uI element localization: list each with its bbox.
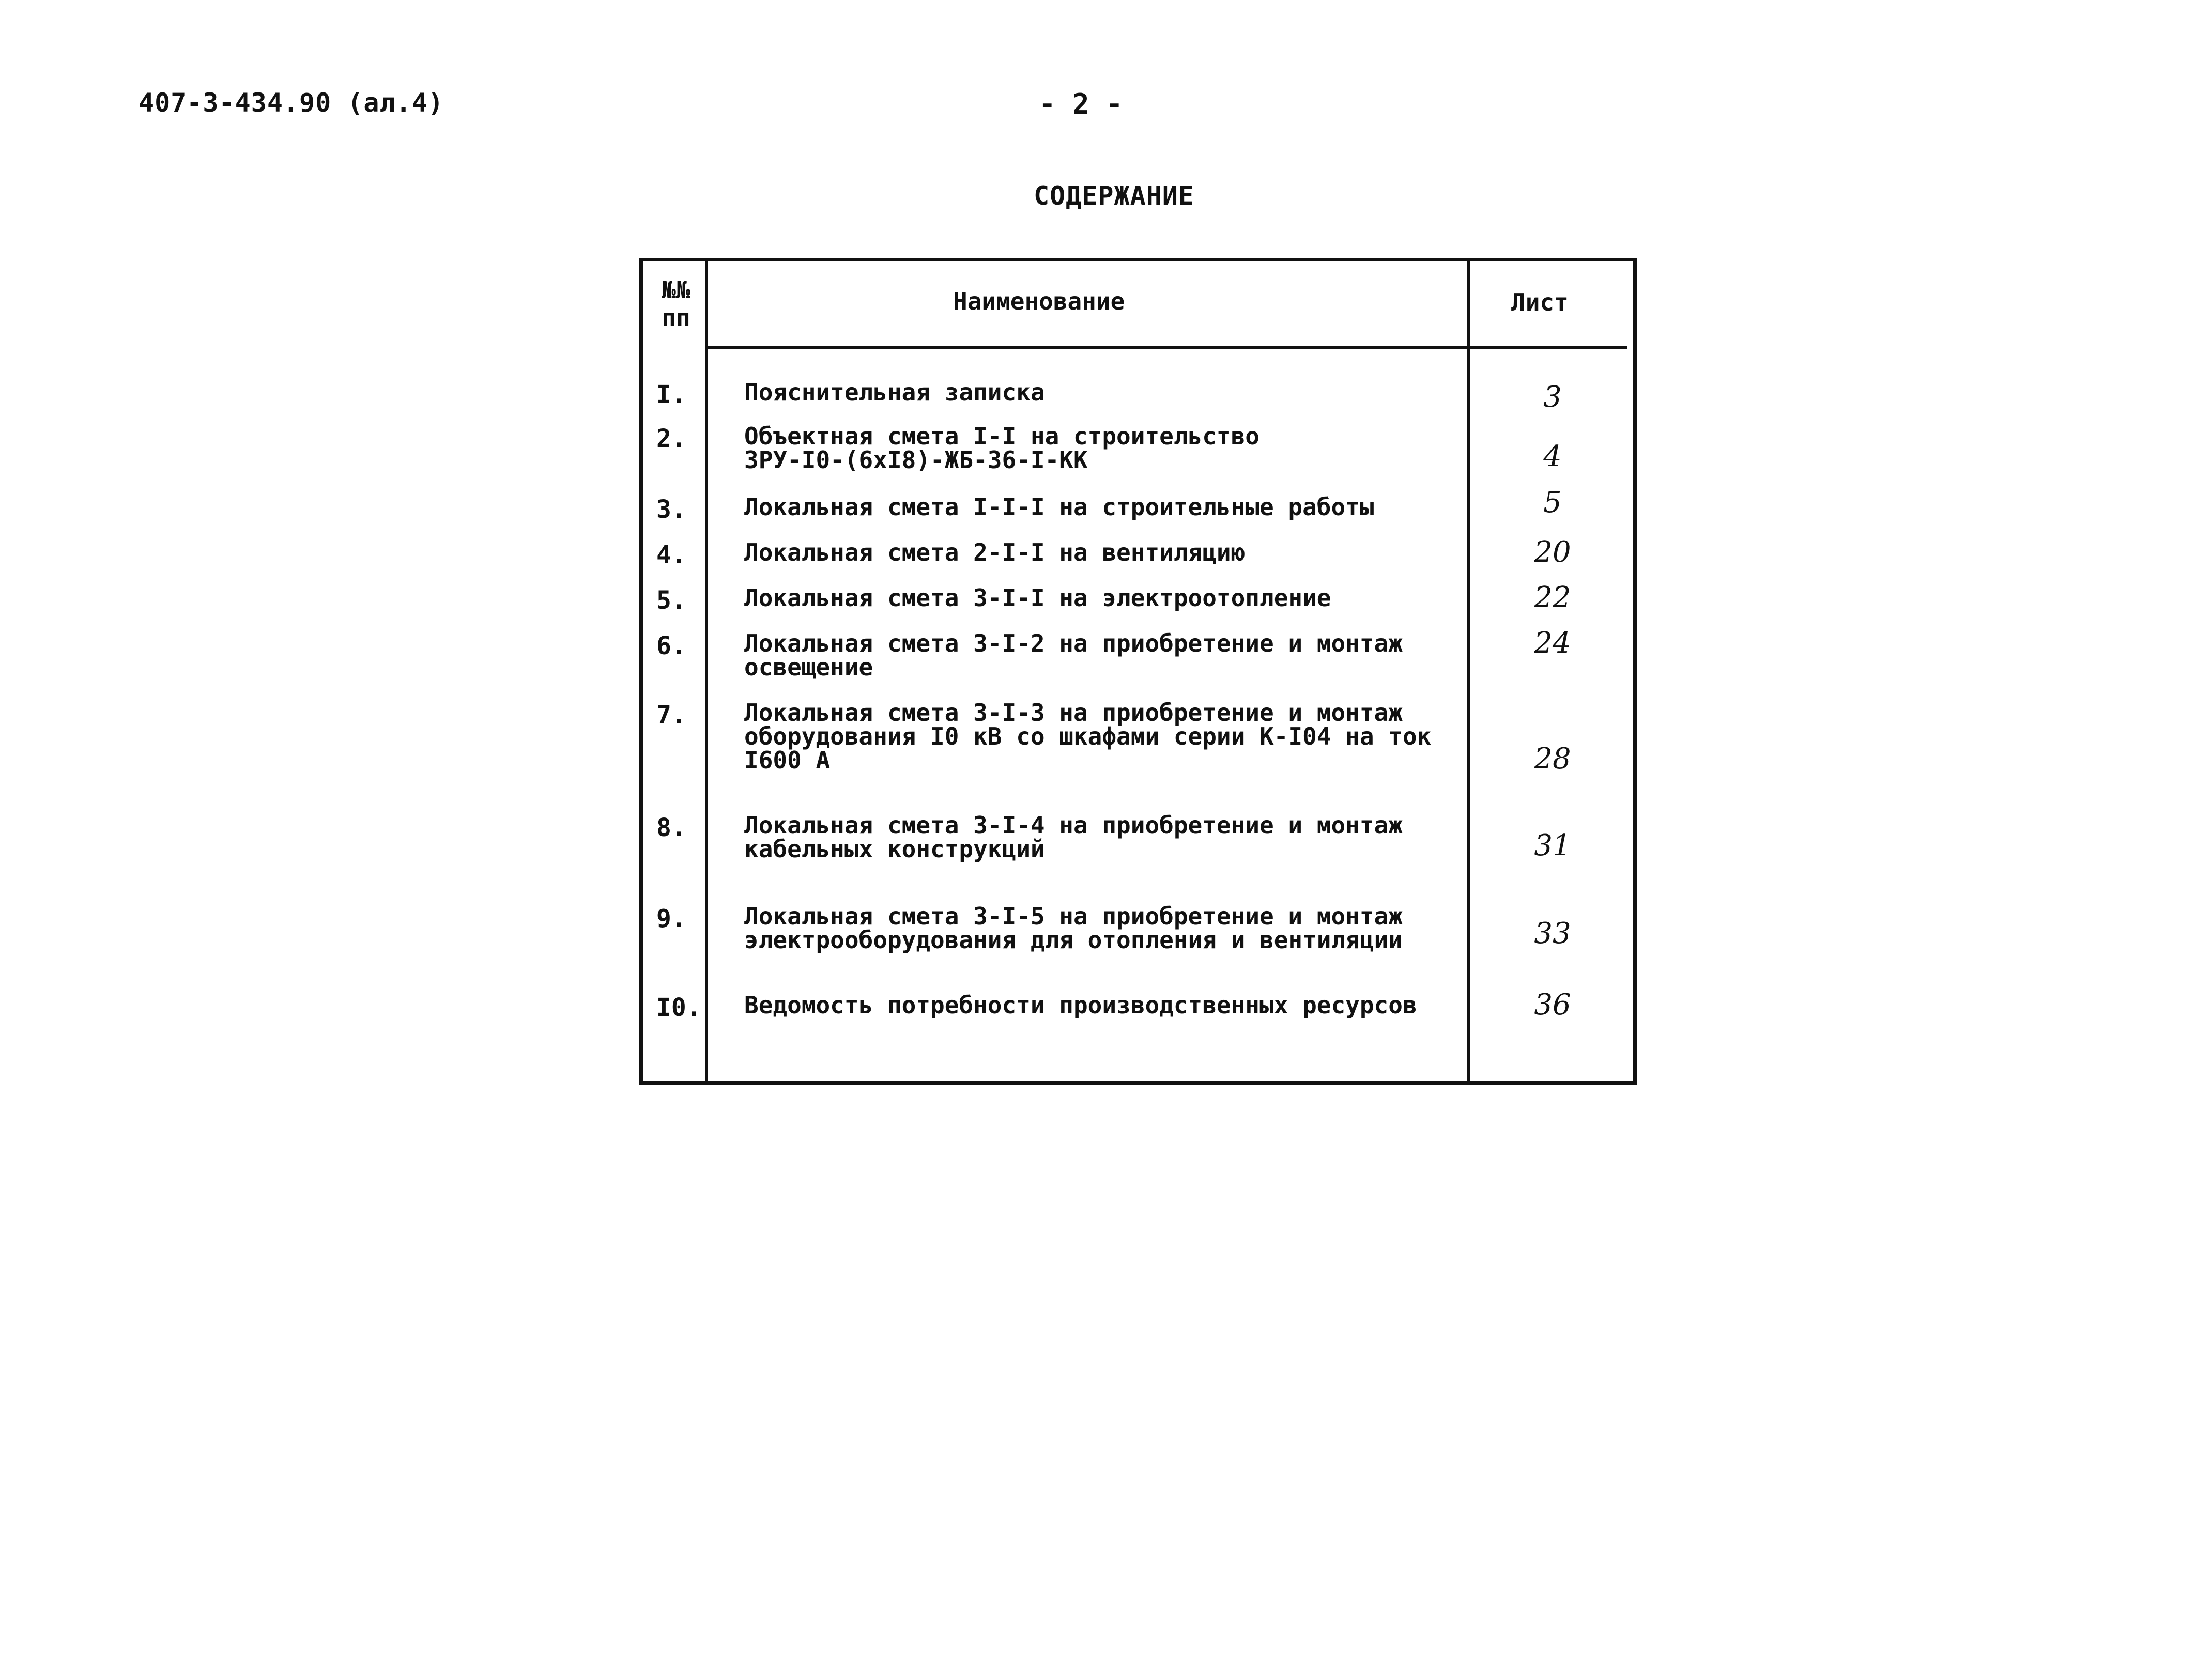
row-sheet: 20 — [1534, 535, 1571, 569]
row-number: 4. — [656, 541, 686, 569]
row-name: Пояснительная записка — [744, 378, 1045, 406]
row-name: Объектная смета I-I на строительство ЗРУ-I0-(6xI8)-ЖБ-36-I-КК — [744, 422, 1259, 474]
row-number: I. — [656, 380, 686, 409]
row-sheet: 36 — [1534, 988, 1571, 1022]
row-sheet: 28 — [1534, 742, 1571, 776]
column-divider — [1467, 261, 1470, 1081]
page-number: - 2 - — [1039, 88, 1123, 120]
row-number: 7. — [656, 701, 686, 730]
row-number: 6. — [656, 631, 686, 660]
row-sheet: 22 — [1534, 581, 1571, 614]
row-number: 9. — [656, 904, 686, 933]
row-name: Локальная смета 3-I-3 на приобретение и монтаж оборудования I0 кВ со шкафами серии К-I04 на ток I600 А — [744, 699, 1432, 774]
column-header-number-text: №№ пп — [662, 276, 690, 332]
row-name: Локальная смета I-I-I на строительные работы — [744, 493, 1374, 521]
row-name: Локальная смета 3-I-4 на приобретение и монтаж кабельных конструкций — [744, 811, 1403, 863]
row-sheet: 5 — [1543, 486, 1562, 519]
column-header-sheet: Лист — [1511, 288, 1569, 316]
row-sheet: 3 — [1543, 380, 1562, 414]
row-number: 5. — [656, 586, 686, 615]
header-rule — [705, 346, 1627, 349]
row-sheet: 4 — [1543, 440, 1562, 473]
row-name: Локальная смета 2-I-I на вентиляцию — [744, 538, 1246, 566]
column-header-name: Наименование — [953, 287, 1125, 315]
row-number: 2. — [656, 424, 686, 453]
row-name: Локальная смета 3-I-5 на приобретение и монтаж электрооборудования для отопления и вентиляции — [744, 902, 1403, 954]
row-sheet: 24 — [1534, 626, 1571, 660]
row-number: 3. — [656, 495, 686, 524]
row-number: I0. — [656, 993, 701, 1022]
page-title: СОДЕРЖАНИЕ — [1034, 181, 1195, 211]
row-name: Локальная смета 3-I-I на электроотопление — [744, 584, 1331, 612]
row-number: 8. — [656, 813, 686, 842]
row-sheet: 31 — [1534, 829, 1571, 862]
contents-table — [639, 258, 1637, 1085]
column-header-number — [655, 276, 697, 332]
row-name: Ведомость потребности производственных ресурсов — [744, 991, 1417, 1019]
column-divider — [705, 261, 708, 1081]
document-code: 407-3-434.90 (ал.4) — [139, 88, 444, 118]
row-name: Локальная смета 3-I-2 на приобретение и монтаж освещение — [744, 629, 1403, 681]
row-sheet: 33 — [1534, 917, 1571, 950]
